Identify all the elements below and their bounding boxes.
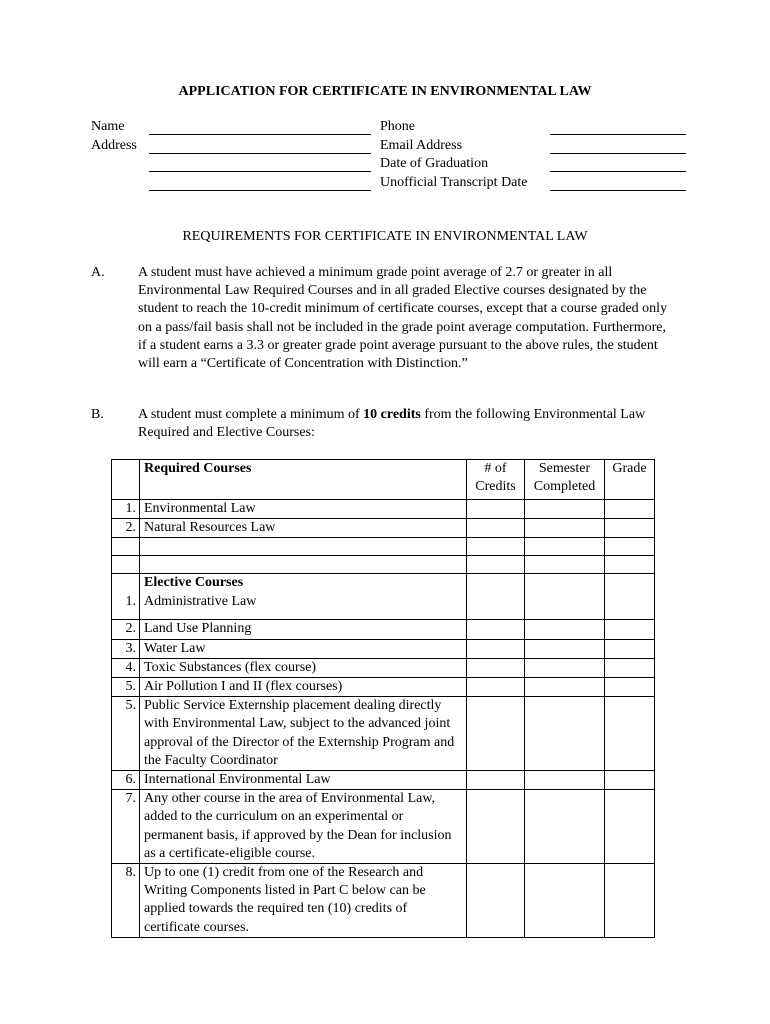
header-semester: Semester Completed bbox=[525, 460, 605, 500]
elective-heading-cell bbox=[140, 574, 467, 620]
table-row bbox=[112, 790, 655, 864]
table-row bbox=[112, 678, 655, 697]
address-field-line-1[interactable] bbox=[149, 153, 371, 154]
name-field[interactable] bbox=[149, 134, 371, 135]
section-a-letter: A. bbox=[91, 265, 105, 280]
course-number: 6. bbox=[112, 771, 140, 790]
header-grade: Grade bbox=[605, 460, 655, 500]
semester-cell[interactable] bbox=[525, 538, 605, 556]
semester-cell[interactable] bbox=[525, 790, 605, 864]
course-name: Any other course in the area of Environmental Law, added to the curriculum on an experimental or permanent basis, if approved by the Dean for inclusion as a certificate-eligible course. bbox=[140, 790, 467, 864]
grade-cell[interactable] bbox=[605, 574, 655, 620]
elective-courses-heading: Elective Courses bbox=[144, 575, 244, 591]
blank-cell bbox=[140, 538, 467, 556]
grade-cell[interactable] bbox=[605, 658, 655, 677]
blank-cell bbox=[112, 556, 140, 574]
credits-cell[interactable] bbox=[467, 639, 525, 658]
semester-cell[interactable] bbox=[525, 574, 605, 620]
table-row bbox=[112, 500, 655, 519]
course-number bbox=[112, 574, 140, 620]
course-name: Land Use Planning bbox=[140, 620, 467, 639]
course-number: 3. bbox=[112, 639, 140, 658]
course-number: 8. bbox=[112, 864, 140, 938]
blank-row bbox=[112, 556, 655, 574]
credits-cell[interactable] bbox=[467, 697, 525, 771]
transcript-date-label: Unofficial Transcript Date bbox=[380, 175, 528, 190]
blank-cell bbox=[140, 556, 467, 574]
table-row bbox=[112, 697, 655, 771]
course-name: Toxic Substances (flex course) bbox=[140, 658, 467, 677]
course-number: 4. bbox=[112, 658, 140, 677]
transcript-date-field[interactable] bbox=[550, 190, 686, 191]
course-name: Natural Resources Law bbox=[140, 519, 467, 538]
phone-label: Phone bbox=[380, 119, 415, 134]
course-name: Administrative Law bbox=[144, 593, 257, 609]
credits-cell[interactable] bbox=[467, 620, 525, 639]
header-number-cell bbox=[112, 460, 140, 500]
table-header-row bbox=[112, 460, 655, 500]
credits-cell[interactable] bbox=[467, 500, 525, 519]
table-row bbox=[112, 864, 655, 938]
semester-cell[interactable] bbox=[525, 500, 605, 519]
credits-cell[interactable] bbox=[467, 556, 525, 574]
grade-cell[interactable] bbox=[605, 500, 655, 519]
phone-field[interactable] bbox=[550, 134, 686, 135]
grade-cell[interactable] bbox=[605, 771, 655, 790]
table-row bbox=[112, 771, 655, 790]
courses-table bbox=[111, 459, 655, 938]
course-name: Environmental Law bbox=[140, 500, 467, 519]
semester-cell[interactable] bbox=[525, 620, 605, 639]
section-b-text bbox=[138, 406, 668, 442]
table-row bbox=[112, 574, 655, 620]
header-required-courses: Required Courses bbox=[140, 460, 467, 500]
grade-cell[interactable] bbox=[605, 519, 655, 538]
table-row bbox=[112, 519, 655, 538]
course-name: Water Law bbox=[140, 639, 467, 658]
grade-cell[interactable] bbox=[605, 678, 655, 697]
grade-cell[interactable] bbox=[605, 620, 655, 639]
course-number: 7. bbox=[112, 790, 140, 864]
semester-cell[interactable] bbox=[525, 678, 605, 697]
semester-cell[interactable] bbox=[525, 864, 605, 938]
semester-cell[interactable] bbox=[525, 556, 605, 574]
course-number: 2. bbox=[112, 620, 140, 639]
semester-cell[interactable] bbox=[525, 658, 605, 677]
graduation-date-label: Date of Graduation bbox=[380, 156, 489, 171]
email-label: Email Address bbox=[380, 138, 463, 153]
course-number: 5. bbox=[112, 697, 140, 771]
credits-cell[interactable] bbox=[467, 658, 525, 677]
semester-cell[interactable] bbox=[525, 771, 605, 790]
course-number: 2. bbox=[112, 519, 140, 538]
graduation-date-field[interactable] bbox=[550, 171, 686, 172]
blank-row bbox=[112, 538, 655, 556]
course-number: 1. bbox=[112, 500, 140, 519]
table-row bbox=[112, 620, 655, 639]
table-row bbox=[112, 658, 655, 677]
credits-cell[interactable] bbox=[467, 538, 525, 556]
course-name: Public Service Externship placement dealing directly with Environmental Law, subject to the advanced joint approval of the Director of the Externship Program and the Faculty Coordinator bbox=[140, 697, 467, 771]
requirements-heading: REQUIREMENTS FOR CERTIFICATE IN ENVIRONMENTAL LAW bbox=[182, 229, 588, 244]
credits-cell[interactable] bbox=[467, 864, 525, 938]
semester-cell[interactable] bbox=[525, 639, 605, 658]
grade-cell[interactable] bbox=[605, 556, 655, 574]
course-name: Up to one (1) credit from one of the Research and Writing Components listed in Part C below can be applied towards the required ten (10) credits of certificate courses. bbox=[140, 864, 467, 938]
course-name: Air Pollution I and II (flex courses) bbox=[140, 678, 467, 697]
section-a-text: A student must have achieved a minimum grade point average of 2.7 or greater in all Environmental Law Required Courses and in all graded Elective courses designated by the student to reach the 10-credit minimum of certificate courses, except that a course graded only on a pass/fail basis shall not be included in the grade point average computation. Furthermore, if a student earns a 3.3 or greater grade point average pursuant to the above rules, the student will earn a “Certificate of Concentration with Distinction.” bbox=[138, 265, 668, 372]
semester-cell[interactable] bbox=[525, 519, 605, 538]
credits-cell[interactable] bbox=[467, 574, 525, 620]
grade-cell[interactable] bbox=[605, 790, 655, 864]
address-field-line-3[interactable] bbox=[149, 190, 371, 191]
email-field[interactable] bbox=[550, 153, 686, 154]
grade-cell[interactable] bbox=[605, 538, 655, 556]
page-title: APPLICATION FOR CERTIFICATE IN ENVIRONMENTAL LAW bbox=[178, 84, 592, 99]
semester-cell[interactable] bbox=[525, 697, 605, 771]
credits-cell[interactable] bbox=[467, 678, 525, 697]
address-field-line-2[interactable] bbox=[149, 171, 371, 172]
address-label: Address bbox=[91, 138, 137, 153]
grade-cell[interactable] bbox=[605, 639, 655, 658]
table-row bbox=[112, 639, 655, 658]
course-number: 5. bbox=[112, 678, 140, 697]
section-b-text-start: A student must complete a minimum of bbox=[138, 407, 364, 422]
blank-cell bbox=[112, 538, 140, 556]
section-b-credits: 10 credits bbox=[363, 407, 421, 422]
credits-cell[interactable] bbox=[467, 519, 525, 538]
credits-cell[interactable] bbox=[467, 771, 525, 790]
name-label: Name bbox=[91, 119, 125, 134]
header-credits: # of Credits bbox=[467, 460, 525, 500]
course-number-value: 1. bbox=[125, 593, 136, 609]
course-name: International Environmental Law bbox=[140, 771, 467, 790]
credits-cell[interactable] bbox=[467, 790, 525, 864]
section-b-text-end: from the following Environmental Law Required and Elective Courses: bbox=[138, 407, 646, 441]
grade-cell[interactable] bbox=[605, 697, 655, 771]
section-b-letter: B. bbox=[91, 407, 104, 422]
grade-cell[interactable] bbox=[605, 864, 655, 938]
